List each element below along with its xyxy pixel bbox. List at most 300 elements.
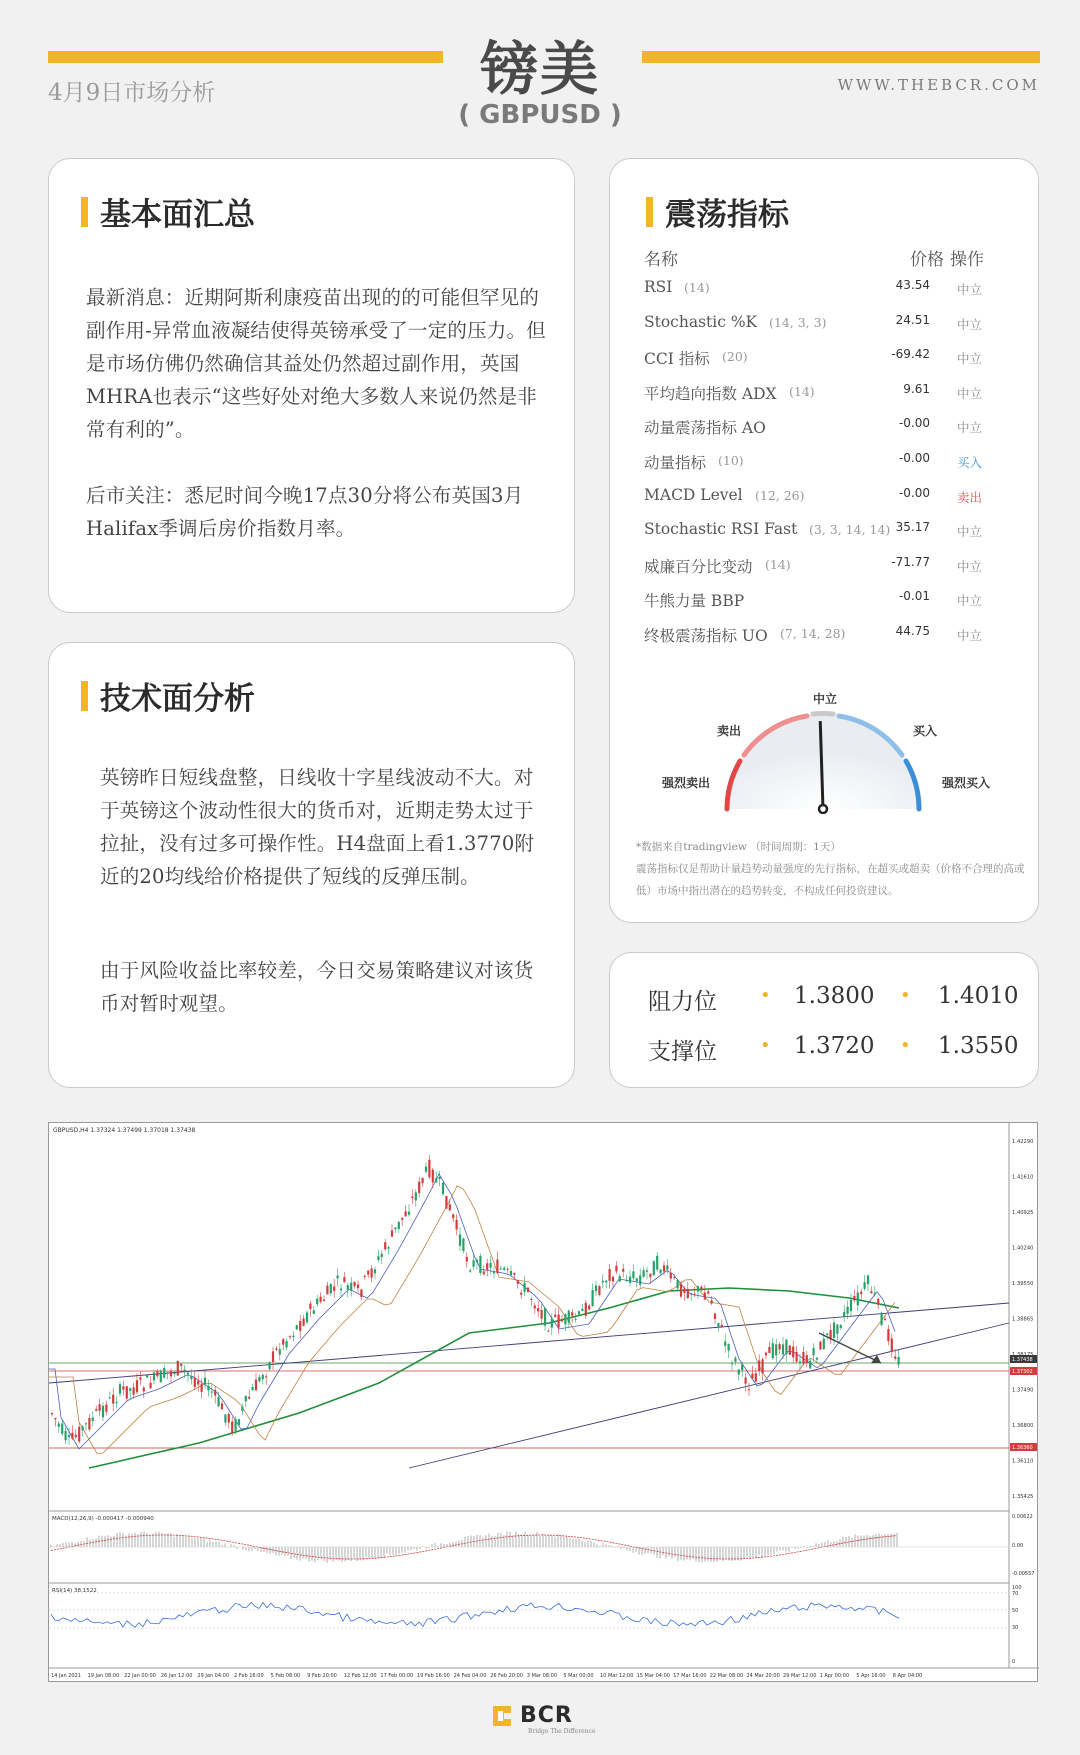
report-date: 4月9日市场分析: [48, 80, 216, 106]
candle-body: [833, 1323, 835, 1338]
candle-body: [486, 1263, 488, 1269]
candle-body: [116, 1402, 118, 1403]
support-level-2: 1.3550: [938, 1033, 1019, 1059]
candle-body: [177, 1361, 179, 1375]
candle-body: [775, 1344, 777, 1355]
candle-body: [551, 1319, 553, 1328]
candle-body: [102, 1406, 104, 1417]
candle-body: [857, 1292, 859, 1305]
candle-body: [898, 1357, 900, 1365]
technical-analysis: 英镑昨日短线盘整，日线收十字星线波动不大。对于英镑这个波动性很大的货币对，近期走势太过于拉扯，没有过多可操作性。H4盘面上看1.3770附近的20均线给价格提供了短线的反弹压制。: [100, 766, 535, 888]
oscillator-value: 24.51: [895, 312, 930, 327]
candle-body: [238, 1419, 240, 1425]
candle-body: [503, 1268, 505, 1270]
bullet-icon: •: [900, 1035, 911, 1056]
oscillator-value: -71.77: [891, 554, 930, 569]
bullet-icon: •: [760, 985, 771, 1006]
candle-body: [490, 1263, 492, 1268]
candle-body: [734, 1358, 736, 1362]
candle-body: [588, 1306, 590, 1310]
candle-body: [187, 1373, 189, 1375]
candle-body: [673, 1277, 675, 1278]
col-price: 价格: [910, 250, 944, 270]
candle-body: [415, 1192, 417, 1200]
candle-body: [578, 1311, 580, 1314]
candle-body: [425, 1167, 427, 1172]
oscillator-param: (14): [684, 280, 710, 295]
gauge-label-sell: 卖出: [717, 724, 742, 738]
candle-body: [493, 1272, 495, 1274]
candle-body: [269, 1362, 271, 1369]
candle-body: [554, 1315, 556, 1317]
candle-body: [796, 1352, 798, 1362]
fundamentals-heading: 基本面汇总: [100, 197, 255, 233]
candle-body: [843, 1312, 845, 1316]
oscillator-row: [644, 620, 1016, 650]
oscillator-row: [644, 412, 1016, 442]
candle-body: [721, 1325, 723, 1327]
candle-body: [275, 1348, 277, 1349]
candle-body: [479, 1256, 481, 1273]
bullet-icon: •: [900, 985, 911, 1006]
candle-body: [160, 1371, 162, 1383]
oscillator-source-note: *数据来自tradingview （时间周期：1天）: [636, 841, 841, 853]
candle-body: [806, 1355, 808, 1363]
candle-body: [789, 1346, 791, 1355]
candle-body: [190, 1376, 192, 1379]
candle-body: [163, 1368, 165, 1378]
oscillator-value: 9.61: [903, 381, 930, 396]
time-tick-label: 22 Mar 08:00: [709, 1673, 744, 1679]
candle-body: [99, 1404, 101, 1411]
candle-body: [265, 1376, 267, 1377]
oscillator-action: 中立: [956, 524, 982, 540]
oscillator-action: 中立: [956, 316, 982, 332]
candle-body: [816, 1358, 818, 1360]
candle-body: [296, 1325, 298, 1329]
candle-body: [343, 1277, 345, 1282]
candle-body: [619, 1276, 621, 1281]
candle-body: [609, 1269, 611, 1281]
candle-body: [255, 1380, 257, 1391]
candle-body: [286, 1341, 288, 1347]
candle-body: [758, 1360, 760, 1370]
candle-body: [58, 1424, 60, 1427]
candle-body: [333, 1287, 335, 1291]
oscillator-table-header: [644, 241, 1016, 271]
oscillator-action: 中立: [956, 351, 982, 367]
oscillator-action: 卖出: [956, 489, 982, 505]
technical-heading: 技术面分析: [100, 681, 255, 717]
price-tick-label: 1.36110: [1012, 1458, 1034, 1465]
oscillator-row: [644, 585, 1016, 615]
oscillator-header: [646, 189, 789, 234]
candle-body: [221, 1403, 223, 1409]
candle-body: [211, 1391, 213, 1392]
candle-body: [398, 1222, 400, 1229]
candle-body: [870, 1291, 872, 1293]
rsi-tick-label: 70: [1012, 1591, 1019, 1597]
candle-body: [170, 1371, 172, 1376]
oscillator-row: [644, 309, 1016, 339]
candle-body: [881, 1313, 883, 1325]
candle-body: [428, 1160, 430, 1178]
price-tick-label: 1.42290: [1012, 1139, 1034, 1145]
oscillator-name: Stochastic %K: [644, 312, 758, 331]
candle-body: [507, 1269, 509, 1270]
candle-body: [109, 1397, 111, 1398]
time-tick-label: 26 Feb 20:00: [490, 1673, 524, 1679]
oscillator-row: [644, 343, 1016, 373]
levels-card: [609, 952, 1039, 1088]
support-label: 支撑位: [648, 1039, 717, 1065]
candle-body: [894, 1357, 896, 1359]
heading-accent: [646, 197, 653, 227]
price-chart-panel: [48, 1122, 1038, 1682]
oscillator-row: [644, 516, 1016, 546]
candle-body: [700, 1287, 702, 1289]
candle-body: [61, 1423, 63, 1433]
time-tick-label: 19 Feb 16:00: [417, 1673, 450, 1679]
candle-body: [792, 1347, 794, 1358]
candle-body: [782, 1344, 784, 1354]
oscillator-param: (14): [765, 556, 791, 572]
candle-body: [445, 1196, 447, 1209]
candle-body: [54, 1418, 56, 1419]
candle-body: [245, 1396, 247, 1401]
candle-body: [707, 1291, 709, 1293]
candle-body: [129, 1388, 131, 1391]
candle-body: [714, 1314, 716, 1319]
candle-body: [884, 1319, 886, 1320]
candle-body: [469, 1270, 471, 1271]
oscillator-card: [609, 158, 1039, 923]
candle-body: [602, 1281, 604, 1283]
candle-body: [592, 1290, 594, 1306]
oscillator-value: 35.17: [895, 520, 930, 535]
macd-tick-label: 0.00622: [1012, 1514, 1033, 1520]
candle-body: [194, 1378, 196, 1387]
candle-body: [235, 1419, 237, 1431]
candle-body: [517, 1281, 519, 1284]
candle-body: [442, 1182, 444, 1194]
candle-body: [762, 1359, 764, 1373]
candle-body: [853, 1296, 855, 1300]
candle-body: [241, 1407, 243, 1411]
candle-body: [330, 1284, 332, 1293]
candle-body: [527, 1288, 529, 1292]
price-marker-label: 1.37438: [1012, 1357, 1033, 1363]
chart-header-label: GBPUSD,H4 1.37324 1.37499 1.37018 1.37438: [53, 1127, 196, 1134]
candle-body: [564, 1314, 566, 1324]
candle-body: [459, 1234, 461, 1246]
candle-body: [779, 1344, 781, 1350]
oscillator-action: 中立: [956, 628, 982, 643]
oscillator-name: 牛熊力量 BBP: [644, 592, 745, 611]
gauge-label-neutral: 中立: [813, 692, 838, 706]
oscillator-name: 平均趋向指数 ADX: [644, 384, 777, 403]
candle-body: [598, 1286, 600, 1295]
candle-body: [500, 1268, 502, 1269]
price-tick-label: 1.39550: [1012, 1281, 1034, 1287]
candle-body: [649, 1274, 651, 1278]
candle-body: [228, 1414, 230, 1423]
gauge-pivot: [819, 805, 827, 813]
candle-body: [755, 1373, 757, 1381]
candle-body: [95, 1409, 97, 1411]
candle-body: [704, 1293, 706, 1300]
candle-body: [765, 1353, 767, 1356]
heading-accent: [81, 681, 88, 711]
candle-body: [309, 1304, 311, 1309]
technical-strategy: 由于风险收益比率较差，今日交易策略建议对该货币对暂时观望。: [100, 959, 534, 1015]
oscillator-name: MACD Level: [644, 485, 743, 504]
oscillator-heading: 震荡指标: [665, 197, 789, 233]
support-level-1: 1.3720: [794, 1033, 875, 1059]
candle-body: [558, 1315, 560, 1328]
candle-body: [146, 1375, 148, 1377]
candle-body: [799, 1361, 801, 1362]
time-tick-label: 29 Jan 04:00: [197, 1673, 230, 1679]
candle-body: [340, 1289, 342, 1291]
page-subtitle: ( GBPUSD ): [458, 100, 622, 130]
candle-body: [262, 1375, 264, 1379]
oscillator-value: -0.00: [898, 485, 930, 500]
candle-body: [394, 1227, 396, 1229]
candle-body: [231, 1422, 233, 1433]
candle-body: [748, 1389, 750, 1390]
resistance-label: 阻力位: [648, 989, 717, 1015]
candle-body: [717, 1323, 719, 1327]
candle-body: [496, 1260, 498, 1273]
oscillator-value: -69.42: [891, 347, 930, 362]
candle-body: [289, 1336, 291, 1337]
candle-body: [71, 1433, 73, 1439]
candle-body: [78, 1427, 80, 1442]
oscillator-name: 威廉百分比变动: [644, 557, 753, 576]
oscillator-value: -0.01: [898, 589, 930, 604]
candle-body: [643, 1270, 645, 1277]
candle-body: [418, 1182, 420, 1193]
candle-body: [139, 1377, 141, 1379]
candle-body: [292, 1336, 294, 1337]
candle-body: [867, 1276, 869, 1285]
candle-body: [313, 1310, 315, 1314]
oscillator-name: Stochastic RSI Fast: [644, 520, 798, 539]
page-title: 镑美: [479, 35, 600, 103]
time-tick-label: 17 Mar 16:00: [673, 1673, 707, 1679]
price-tick-label: 1.35425: [1012, 1494, 1034, 1500]
candle-body: [697, 1286, 699, 1291]
price-tick-label: 1.40240: [1012, 1245, 1034, 1252]
candle-body: [568, 1311, 570, 1323]
candle-body: [646, 1270, 648, 1271]
macd-label: MACD(12,26,9) -0.000417 -0.000940: [52, 1516, 154, 1522]
candle-body: [666, 1265, 668, 1269]
candle-body: [629, 1277, 631, 1283]
candle-body: [541, 1310, 543, 1319]
candle-body: [891, 1338, 893, 1351]
oscillator-value: 43.54: [895, 278, 930, 292]
oscillator-action: 中立: [956, 282, 982, 297]
candle-body: [68, 1435, 70, 1437]
candle-body: [388, 1247, 390, 1249]
footer-logo: [490, 1703, 596, 1735]
rsi-tick-label: 0: [1012, 1659, 1016, 1665]
bcr-tagline: Bridge The Difference: [528, 1728, 596, 1735]
candle-body: [466, 1257, 468, 1262]
candle-body: [439, 1177, 441, 1179]
oscillator-name: 终极震荡指标 UO: [644, 627, 768, 645]
candle-body: [683, 1288, 685, 1292]
oscillator-name: CCI 指标: [644, 350, 710, 369]
candle-body: [864, 1282, 866, 1289]
time-tick-label: 5 Feb 08:00: [270, 1673, 301, 1679]
candle-body: [272, 1351, 274, 1362]
oscillator-value: -0.00: [898, 451, 930, 465]
candle-body: [350, 1283, 352, 1291]
candle-body: [354, 1282, 356, 1286]
candle-body: [836, 1324, 838, 1333]
bcr-logo-text: BCR: [520, 1703, 573, 1728]
gauge-label-strong-sell: 强烈卖出: [662, 776, 711, 790]
candle-body: [184, 1370, 186, 1371]
candle-body: [456, 1220, 458, 1230]
candle-body: [126, 1386, 128, 1398]
candle-body: [320, 1297, 322, 1302]
candle-body: [248, 1397, 250, 1399]
candle-body: [724, 1341, 726, 1345]
candle-body: [143, 1388, 145, 1392]
oscillator-action: 买入: [956, 455, 982, 470]
oscillator-action: 中立: [956, 420, 982, 436]
candle-body: [874, 1293, 876, 1295]
price-tick-label: 1.38865: [1012, 1316, 1034, 1323]
candle-body: [326, 1286, 328, 1295]
candle-body: [65, 1431, 67, 1440]
candle-body: [85, 1423, 87, 1424]
candle-body: [530, 1299, 532, 1300]
candle-body: [690, 1293, 692, 1294]
col-action: 操作: [950, 250, 984, 270]
price-tick-label: 1.37490: [1012, 1387, 1034, 1394]
candle-body: [694, 1294, 696, 1295]
candle-body: [105, 1404, 107, 1411]
candle-body: [581, 1309, 583, 1311]
candle-body: [626, 1280, 628, 1281]
candle-body: [483, 1271, 485, 1274]
candle-body: [670, 1273, 672, 1278]
candle-body: [180, 1364, 182, 1366]
oscillator-param: (3, 3, 14, 14): [809, 522, 891, 538]
candle-body: [279, 1349, 281, 1354]
candle-body: [374, 1269, 376, 1273]
candle-body: [303, 1318, 305, 1325]
candle-body: [653, 1261, 655, 1275]
oscillator-param: (7, 14, 28): [780, 626, 846, 641]
candle-body: [405, 1211, 407, 1216]
candle-body: [615, 1266, 617, 1272]
oscillator-param: (10): [718, 453, 744, 468]
oscillator-row: [644, 378, 1016, 408]
candle-body: [452, 1214, 454, 1218]
candle-body: [201, 1384, 203, 1392]
candle-body: [112, 1395, 114, 1404]
candle-body: [435, 1178, 437, 1182]
candle-body: [384, 1242, 386, 1249]
candle-body: [547, 1331, 549, 1332]
candle-body: [544, 1308, 546, 1326]
candle-body: [473, 1260, 475, 1267]
candle-body: [656, 1256, 658, 1270]
candle-body: [575, 1319, 577, 1320]
candle-body: [847, 1307, 849, 1314]
oscillator-param: (14, 3, 3): [769, 314, 827, 330]
price-tick-label: 1.36800: [1012, 1423, 1034, 1429]
candle-body: [711, 1300, 713, 1303]
candle-body: [840, 1325, 842, 1328]
candle-body: [218, 1397, 220, 1406]
candle-body: [809, 1361, 811, 1369]
candle-body: [731, 1363, 733, 1364]
candle-body: [585, 1303, 587, 1316]
candle-body: [639, 1275, 641, 1284]
candle-body: [381, 1254, 383, 1257]
time-tick-label: 3 Mar 08:00: [526, 1673, 558, 1679]
candle-body: [367, 1271, 369, 1275]
oscillator-disclaimer: 震荡指标仅是帮助计量趋势动量强度的先行指标，在超买或超卖（价格不合理的高或低）市场中指出潜在的趋势转变，不构成任何投资建议。: [636, 863, 1025, 897]
fundamentals-header: [81, 189, 255, 234]
price-chart: [49, 1123, 1039, 1683]
candle-body: [401, 1218, 403, 1220]
candle-body: [371, 1269, 373, 1278]
candle-body: [728, 1344, 730, 1351]
candle-body: [323, 1300, 325, 1301]
candle-body: [214, 1390, 216, 1396]
candle-body: [622, 1269, 624, 1272]
time-tick-label: 17 Feb 00:00: [380, 1673, 414, 1679]
oscillator-param: (14): [789, 383, 815, 399]
candle-body: [156, 1371, 158, 1376]
candle-body: [150, 1383, 152, 1388]
candle-body: [258, 1377, 260, 1382]
macd-tick-label: -0.00557: [1012, 1571, 1035, 1577]
candle-body: [476, 1260, 478, 1262]
candle-body: [224, 1415, 226, 1423]
gauge-arc-neutral: [813, 713, 833, 714]
time-tick-label: 9 Feb 20:00: [307, 1673, 337, 1679]
candle-body: [252, 1387, 254, 1390]
candle-body: [462, 1239, 464, 1251]
oscillator-action: 中立: [956, 558, 982, 574]
candle-body: [561, 1320, 563, 1321]
candle-body: [207, 1386, 209, 1391]
candle-body: [364, 1276, 366, 1277]
candle-body: [337, 1275, 339, 1278]
candle-body: [432, 1170, 434, 1183]
candle-body: [75, 1435, 77, 1437]
candle-body: [680, 1284, 682, 1296]
candle-body: [850, 1300, 852, 1311]
candle-body: [513, 1273, 515, 1275]
heading-accent: [81, 197, 88, 227]
fundamentals-outlook: 后市关注：悉尼时间今晚17点30分将公布英国3月Halifax季调后房价指数月率。: [86, 484, 524, 540]
candle-body: [772, 1343, 774, 1358]
time-tick-label: 5 Apr 16:00: [856, 1673, 886, 1679]
candle-body: [82, 1426, 84, 1430]
candle-body: [802, 1352, 804, 1364]
oscillator-param: (20): [722, 349, 748, 365]
